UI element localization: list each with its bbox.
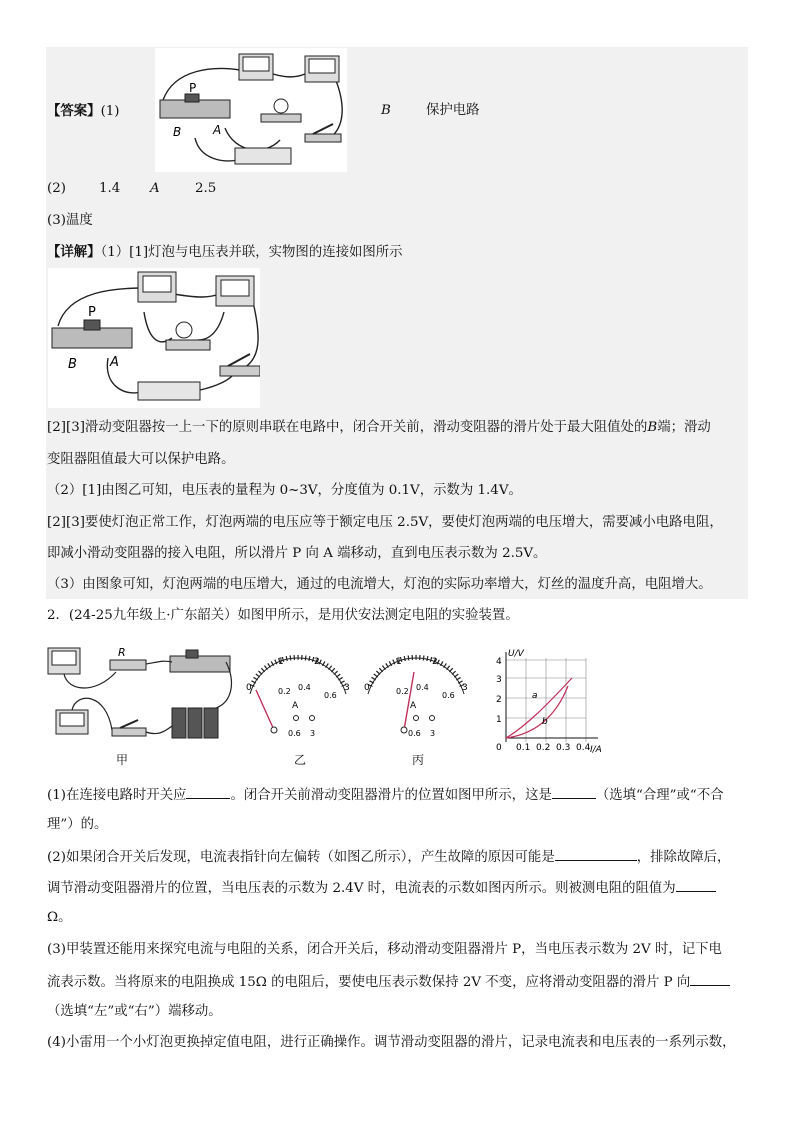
graph-ytick-4: 4 [496,657,502,667]
detail-text-2-b: B [647,420,658,435]
detail-line-3: 变阻器阻值最大可以保护电路。 [47,452,235,467]
graph-origin: 0 [496,743,502,753]
q2-part1-line2: 理”）的。 [47,817,108,832]
detail-line-4: （2）[1]由图乙可知，电压表的量程为 0~3V，分度值为 0.1V，示数为 1.4V。 [47,483,522,498]
q2-part2-line3: Ω。 [47,910,72,925]
fig-label-jia: 甲 [116,753,129,767]
detail-line-2 [47,420,711,436]
q2-p1-a: (1)在连接电路时开关应 [47,788,187,803]
answer-end-b: B [381,103,391,118]
answer-q2-label: (2) [47,181,66,196]
q2-part1-line1 [47,786,724,804]
yi-scale-1: 1 [278,657,284,667]
detail-line-7: （3）由图象可知，灯泡两端的电压增大，通过的电流增大，灯泡的实际功率增大，灯丝的温度升高，电阻增大。 [47,577,712,592]
detail-text-1: （1）[1]灯泡与电压表并联，实物图的连接如图所示 [100,245,403,260]
bing-scale-0: 0 [364,683,370,693]
detail-fig-label-p: P [88,305,96,320]
answer-q2-value-3: 2.5 [195,181,217,196]
graph-xtick-3: 0.3 [556,743,571,753]
detail-line-6: 即减小滑动变阻器的接入电阻，所以滑片 P 向 A 端移动，直到电压表示数为 2.5V。 [47,546,547,561]
q2-blank-3[interactable] [555,848,637,861]
bing-term-06: 0.6 [408,729,421,738]
figure-jia-circuit [46,642,242,746]
answer-q1-label: (1) [100,104,120,119]
detail-line-5: [2][3]要使灯泡正常工作，灯泡两端的电压应等于额定电压 2.5V，要使灯泡两端的电压增大，需要减小电路电阻， [47,515,723,530]
yi-term-3: 3 [310,729,316,738]
yi-unit: A [292,701,299,711]
fig-label-yi: 乙 [294,753,307,767]
q2-p3-b: 流表示数。当将原来的电阻换成 15Ω 的电阻后，要使电压表示数保持 2V 不变，应将滑动变阻器的滑片 P 向 [47,975,691,990]
q2-blank-4[interactable] [676,879,716,892]
q2-part2-line1 [47,848,730,866]
fig-jia-label-r: R [118,646,126,659]
graph-xlabel: I/A [590,745,602,755]
answer-q2-value-1: 1.4 [99,181,121,196]
graph-ytick-2: 2 [496,695,502,705]
q2-p2-b: ，排除故障后， [636,850,731,865]
answer-q2-value-2: A [150,181,160,196]
q2-blank-1[interactable] [186,786,230,799]
ui-graph [486,646,616,756]
graph-ytick-3: 3 [496,675,502,685]
answer-line-1 [47,103,120,120]
graph-xtick-2: 0.2 [536,743,551,753]
q2-p1-b: 。闭合开关前滑动变阻器滑片的位置如图甲所示，这是 [230,788,552,803]
yi-scale-2: 2 [314,657,320,667]
q2-title: 2．(24-25九年级上·广东韶关）如图甲所示，是用伏安法测定电阻的实验装置。 [47,608,519,623]
bing-scale-2: 2 [432,657,438,667]
bing-term-3: 3 [430,729,436,738]
yi-scale-06: 0.6 [324,691,337,700]
answer-tag: 【答案】 [47,103,101,119]
graph-curve-b: b [542,717,548,727]
q2-p2-c: 调节滑动变阻器滑片的位置，当电压表的示数为 2.4V 时，电流表的示数如图丙所示。则被测电阻的阻值为 [47,881,676,896]
yi-scale-3: 3 [344,683,350,693]
q2-part2-line2 [47,879,716,897]
q2-blank-5[interactable] [690,973,730,986]
detail-fig-label-a: A [110,355,119,370]
yi-term-06: 0.6 [288,729,301,738]
q2-p1-c: （选填“合理”或“不合 [595,788,724,803]
detail-text-2-end: 端；滑动 [657,420,711,435]
detail-tag: 【详解】 [47,244,101,260]
graph-ytick-1: 1 [496,715,502,725]
figure-yi-ammeter [236,650,354,742]
bing-scale-04: 0.4 [416,683,429,692]
bing-scale-06: 0.6 [442,691,455,700]
graph-xtick-4: 0.4 [576,743,591,753]
yi-scale-02: 0.2 [278,687,291,696]
detail-fig-label-b: B [68,357,77,372]
detail-line-1 [47,244,403,261]
bing-scale-3: 3 [462,683,468,693]
q2-part4-line1: (4)小雷用一个小灯泡更换掉定值电阻，进行正确操作。调节滑动变阻器的滑片，记录电流表和电压表的一系列示数， [47,1035,736,1050]
answer-circuit-figure [155,48,347,172]
answer-fig-label-p: P [189,81,197,95]
graph-xtick-1: 0.1 [516,743,531,753]
q2-part3-line2 [47,973,730,991]
detail-circuit-figure [48,268,260,408]
graph-ylabel: U/V [508,649,524,659]
bing-unit: A [410,701,417,711]
fig-label-bing: 丙 [412,753,425,767]
answer-purpose: 保护电路 [426,103,480,118]
q2-part3-line1: (3)甲装置还能用来探究电流与电阻的关系，闭合开关后，移动滑动变阻器滑片 P，当电压表示数为 2V 时，记下电 [47,942,722,957]
q2-blank-2[interactable] [552,786,596,799]
yi-scale-04: 0.4 [298,683,311,692]
yi-scale-0: 0 [246,683,252,693]
answer-fig-label-a: A [213,123,222,137]
bing-scale-1: 1 [396,657,402,667]
graph-curve-a: a [532,691,538,701]
q2-part3-line3: （选填“左”或“右”）端移动。 [47,1004,222,1019]
answer-fig-label-b: B [173,125,182,139]
detail-text-2: [2][3]滑动变阻器按一上一下的原则串联在电路中，闭合开关前，滑动变阻器的滑片处于最大阻值处的 [47,420,648,435]
bing-scale-02: 0.2 [396,687,409,696]
q2-p2-a: (2)如果闭合开关后发现，电流表指针向左偏转（如图乙所示），产生故障的原因可能是 [47,850,555,865]
figure-bing-ammeter [354,650,472,742]
answer-q3: (3)温度 [47,213,93,228]
